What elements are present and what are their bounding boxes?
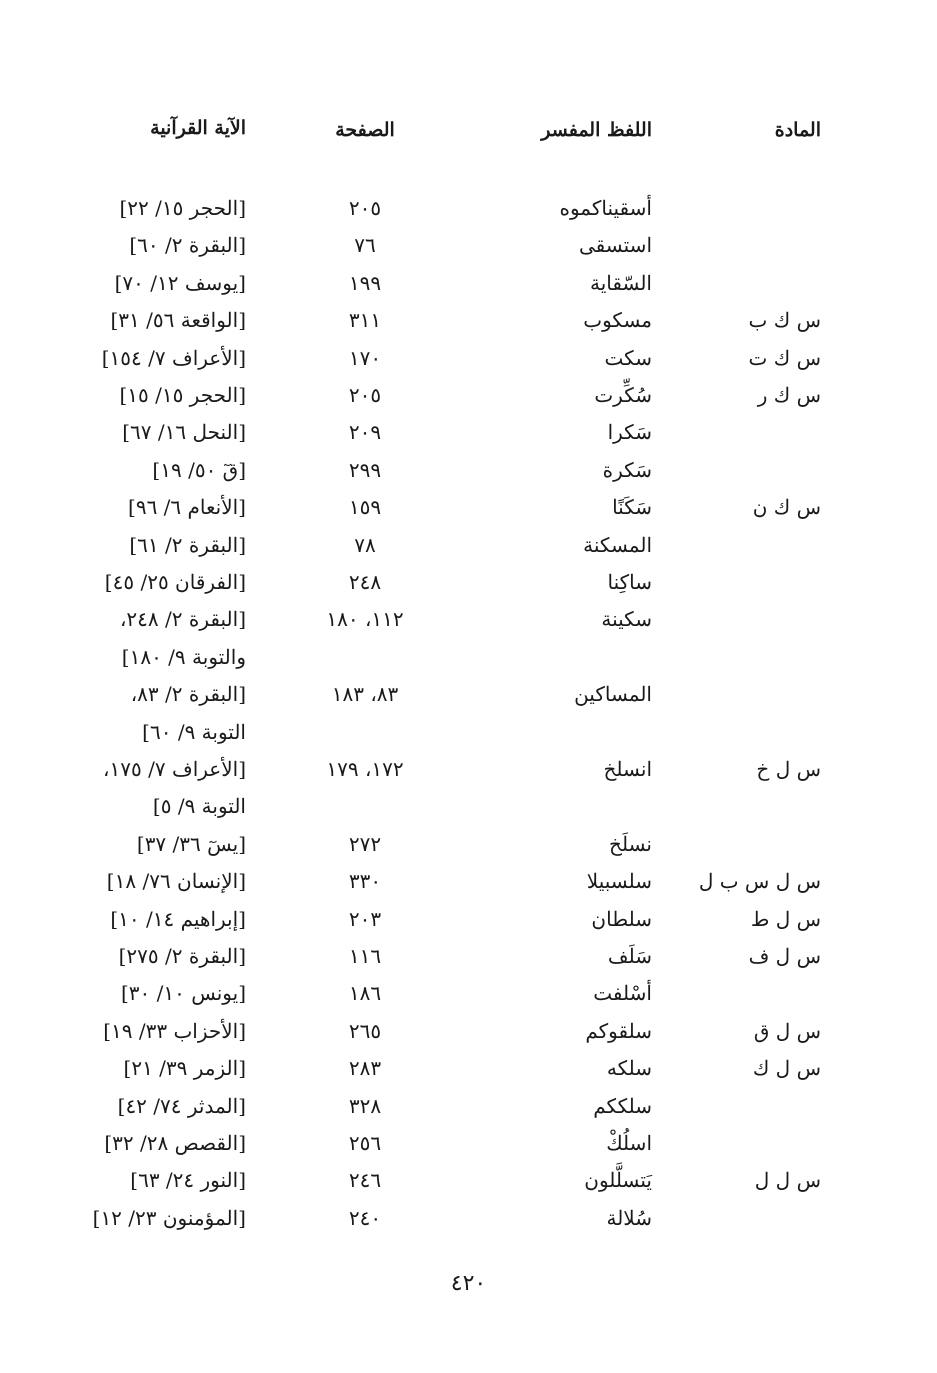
entry-word: نسلَخ bbox=[609, 831, 652, 856]
entry-verse: [يوسف ١٢/ ٧٠] bbox=[114, 270, 246, 295]
entry-page: ٢٠٣ bbox=[348, 906, 382, 931]
entry-word: أسقيناكموه bbox=[559, 196, 652, 220]
entry-page: ١٥٩ bbox=[348, 495, 382, 520]
entry-verse: [الحجر ١٥/ ٢٢] bbox=[119, 196, 246, 220]
entry-verse: [الأنعام ٦/ ٩٦] bbox=[128, 495, 246, 520]
entry-page: ٢٥٦ bbox=[348, 1131, 382, 1155]
entry-root: س ل س ب ل bbox=[698, 869, 821, 894]
entry-page: ٣١١ bbox=[348, 308, 382, 333]
entry-page: ٢٤٨ bbox=[348, 570, 382, 594]
entry-word: استسقى bbox=[579, 233, 652, 258]
entry-word: سُكِّرت bbox=[594, 383, 652, 407]
entry-word: سُلالة bbox=[606, 1205, 652, 1230]
entry-word: سَلَف bbox=[607, 944, 652, 968]
entry-word: سلسبيلا bbox=[586, 869, 652, 894]
entry-word: السّقاية bbox=[590, 270, 652, 295]
entry-verse: [النحل ١٦/ ٦٧] bbox=[122, 420, 246, 445]
entry-verse: [قٓ ٥٠/ ١٩] bbox=[152, 457, 246, 482]
entry-root: س ل ط bbox=[750, 906, 821, 931]
entry-page: ٢٤٦ bbox=[348, 1168, 382, 1193]
entry-word: سلقوكم bbox=[585, 1018, 652, 1043]
entry-verse: [الحجر ١٥/ ١٥] bbox=[119, 383, 246, 407]
entry-page: ٢٠٥ bbox=[348, 383, 382, 407]
entry-word: أسْلفت bbox=[593, 981, 652, 1006]
entry-page: ١٧٢، ١٧٩ bbox=[326, 757, 404, 781]
entry-page: ٣٢٨ bbox=[348, 1093, 382, 1118]
entry-root: س ك ت bbox=[748, 345, 821, 370]
entry-word: سَكرة bbox=[602, 457, 652, 482]
entry-verse: [إبراهيم ١٤/ ١٠] bbox=[110, 906, 246, 931]
entry-root: س ك ن bbox=[752, 495, 821, 520]
entry-root: س ك ر bbox=[757, 383, 821, 407]
entry-page: ٣٣٠ bbox=[348, 869, 382, 894]
entry-verse: التوبة ٩/ ٥] bbox=[152, 794, 246, 819]
entry-page: ٢٦٥ bbox=[348, 1018, 382, 1043]
entry-verse: [البقرة ٢/ ٢٧٥] bbox=[118, 944, 246, 968]
header-root: المادة bbox=[774, 119, 821, 141]
entry-verse: [الواقعة ٥٦/ ٣١] bbox=[110, 308, 246, 333]
entry-page: ٢٠٩ bbox=[348, 420, 382, 445]
entry-word: سكت bbox=[604, 345, 652, 370]
entry-page: ٧٦ bbox=[354, 233, 376, 258]
entry-page: ١١٦ bbox=[348, 944, 382, 968]
entry-verse: [القصص ٢٨/ ٣٢] bbox=[104, 1131, 246, 1155]
entry-word: سَكرا bbox=[607, 420, 652, 445]
entry-verse: [النور ٢٤/ ٦٣] bbox=[130, 1168, 246, 1193]
entry-word: المساكين bbox=[574, 682, 652, 707]
entry-root: س ل خ bbox=[756, 757, 821, 781]
entry-word: يَتسلَّلون bbox=[584, 1168, 652, 1193]
entry-verse: [البقرة ٢/ ٨٣، bbox=[130, 682, 246, 707]
entry-page: ١٨٦ bbox=[348, 981, 382, 1006]
header-verse: الآية القرآنية bbox=[150, 117, 246, 139]
entry-word: المسكنة bbox=[583, 532, 652, 557]
entry-page: ١١٢، ١٨٠ bbox=[326, 607, 404, 632]
entry-verse: [الأعراف ٧/ ١٧٥، bbox=[103, 757, 246, 781]
entry-page: ١٩٩ bbox=[348, 270, 382, 295]
entry-verse: [البقرة ٢/ ٢٤٨، bbox=[119, 607, 246, 632]
entry-word: سَكَنًا bbox=[612, 495, 652, 520]
entry-page: ٢٤٠ bbox=[348, 1205, 382, 1230]
entry-word: سلككم bbox=[593, 1093, 652, 1118]
entry-verse: [الإنسان ٧٦/ ١٨] bbox=[106, 869, 246, 894]
entry-root: س ل ل bbox=[754, 1168, 821, 1193]
entry-root: س ل ك bbox=[752, 1056, 821, 1081]
entry-page: ٧٨ bbox=[354, 532, 376, 557]
page-number: ٤٢٠ bbox=[450, 1271, 487, 1296]
entry-word: مسكوب bbox=[583, 308, 652, 333]
entry-verse: [يسٓ ٣٦/ ٣٧] bbox=[136, 831, 246, 856]
header-word: اللفظ المفسر bbox=[541, 119, 652, 141]
entry-word: سلكه bbox=[606, 1056, 652, 1081]
header-page: الصفحة bbox=[335, 119, 395, 141]
entry-page: ٢٨٣ bbox=[348, 1056, 382, 1081]
entry-word: سكينة bbox=[601, 607, 652, 632]
entry-word: انسلخ bbox=[603, 757, 652, 781]
entry-root: س ك ب bbox=[748, 308, 821, 333]
entry-verse: [البقرة ٢/ ٦٠] bbox=[129, 233, 246, 258]
entry-root: س ل ف bbox=[748, 944, 821, 968]
entry-verse: [يونس ١٠/ ٣٠] bbox=[120, 981, 246, 1006]
entry-verse: [الزمر ٣٩/ ٢١] bbox=[123, 1056, 246, 1081]
entry-verse: [المؤمنون ٢٣/ ١٢] bbox=[92, 1205, 246, 1230]
entry-page: ٢٠٥ bbox=[348, 196, 382, 220]
entry-verse: [الأعراف ٧/ ١٥٤] bbox=[101, 345, 246, 370]
entry-page: ٢٩٩ bbox=[348, 457, 382, 482]
entry-verse: [الأحزاب ٣٣/ ١٩] bbox=[103, 1018, 246, 1043]
entry-word: اسلُكْ bbox=[606, 1131, 652, 1155]
entry-page: ٢٧٢ bbox=[348, 831, 382, 856]
entry-word: ساكِنا bbox=[607, 570, 652, 594]
entry-verse: والتوبة ٩/ ١٨٠] bbox=[121, 644, 246, 669]
entry-root: س ل ق bbox=[753, 1018, 821, 1043]
entry-verse: التوبة ٩/ ٦٠] bbox=[142, 719, 246, 744]
entry-verse: [الفرقان ٢٥/ ٤٥] bbox=[104, 570, 246, 594]
entry-page: ٨٣، ١٨٣ bbox=[331, 682, 399, 707]
entry-word: سلطان bbox=[591, 906, 652, 931]
entry-verse: [البقرة ٢/ ٦١] bbox=[129, 532, 246, 557]
entry-page: ١٧٠ bbox=[348, 345, 382, 370]
entry-verse: [المدثر ٧٤/ ٤٢] bbox=[117, 1093, 246, 1118]
